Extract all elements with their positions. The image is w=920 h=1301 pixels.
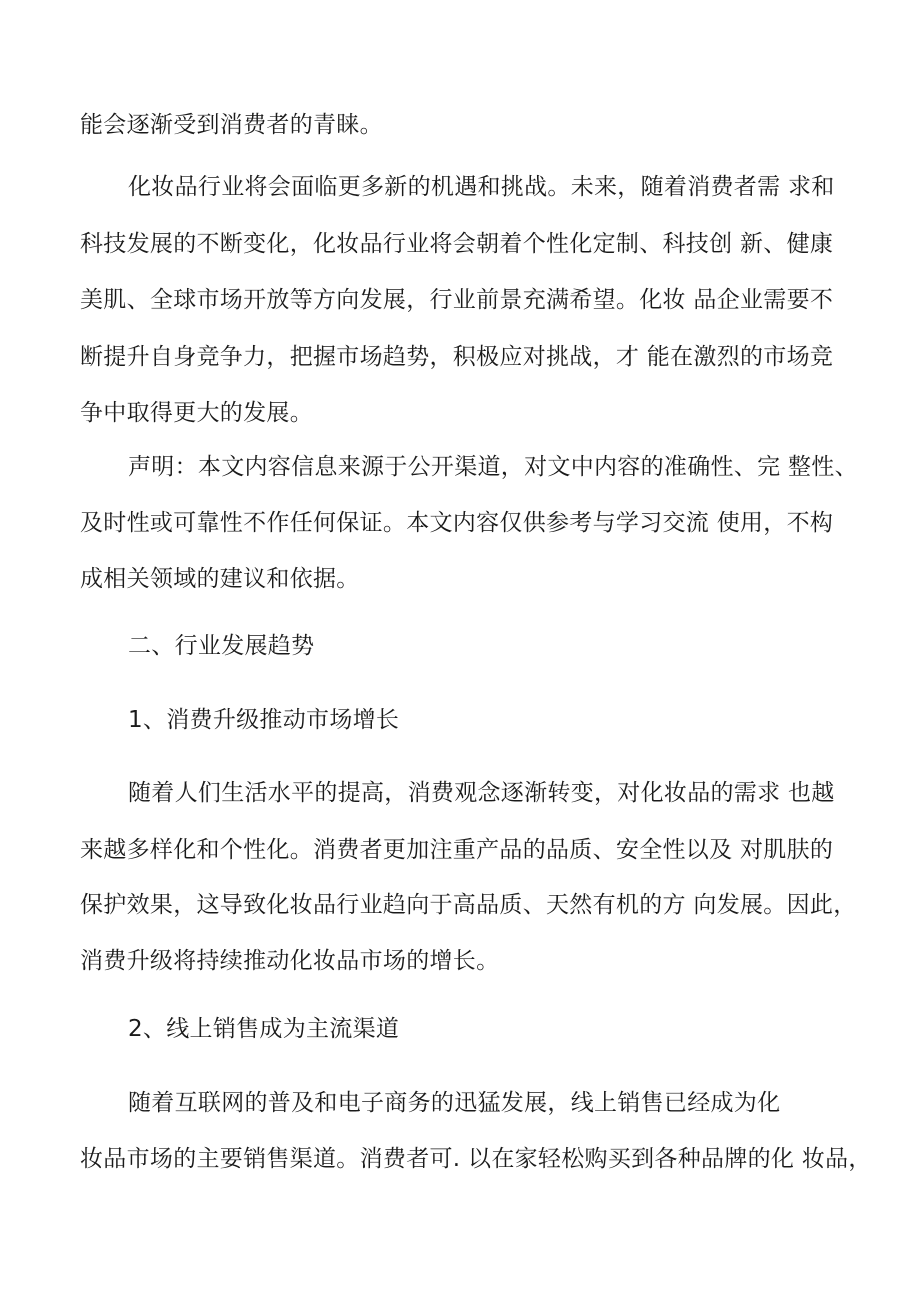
section-heading: 二、行业发展趋势: [128, 633, 315, 659]
paragraph-line: 随着人们生活水平的提高，消费观念逐渐转变，对化妆品的需求 也越: [128, 780, 835, 806]
paragraph-line: 保护效果，这导致化妆品行业趋向于高品质、天然有机的方 向发展。因此，: [80, 892, 857, 918]
paragraph-line: 断提升自身竞争力，把握市场趋势，积极应对挑战，才 能在激烈的市场竞: [80, 344, 834, 370]
paragraph-line: 美肌、全球市场开放等方向发展，行业前景充满希望。化妆 品企业需要不: [80, 287, 834, 313]
disclaimer-line: 及时性或可靠性不作任何保证。本文内容仅供参考与学习交流 使用，不构: [80, 510, 834, 536]
paragraph-line: 能会逐渐受到消费者的青睐。: [80, 112, 383, 138]
disclaimer-line: 声明：本文内容信息来源于公开渠道，对文中内容的准确性、完 整性、: [128, 454, 858, 480]
paragraph-line: 科技发展的不断变化，化妆品行业将会朝着个性化定制、科技创 新、健康: [80, 231, 834, 257]
paragraph-line: 随着互联网的普及和电子商务的迅猛发展，线上销售已经成为化: [128, 1090, 781, 1116]
paragraph-line: 消费升级将持续推动化妆品市场的增长。: [80, 948, 500, 974]
disclaimer-line: 成相关领域的建议和依据。: [80, 566, 360, 592]
paragraph-line: 来越多样化和个性化。消费者更加注重产品的品质、安全性以及 对肌肤的: [80, 837, 834, 863]
paragraph-line: 争中取得更大的发展。: [80, 400, 313, 426]
subsection-heading: 2、线上销售成为主流渠道: [128, 1016, 400, 1042]
paragraph-line: 妆品市场的主要销售渠道。消费者可. 以在家轻松购买到各种品牌的化 妆品，: [80, 1146, 872, 1172]
paragraph-line: 化妆品行业将会面临更多新的机遇和挑战。未来，随着消费者需 求和: [128, 174, 835, 200]
subsection-heading: 1、消费升级推动市场增长: [128, 707, 400, 733]
